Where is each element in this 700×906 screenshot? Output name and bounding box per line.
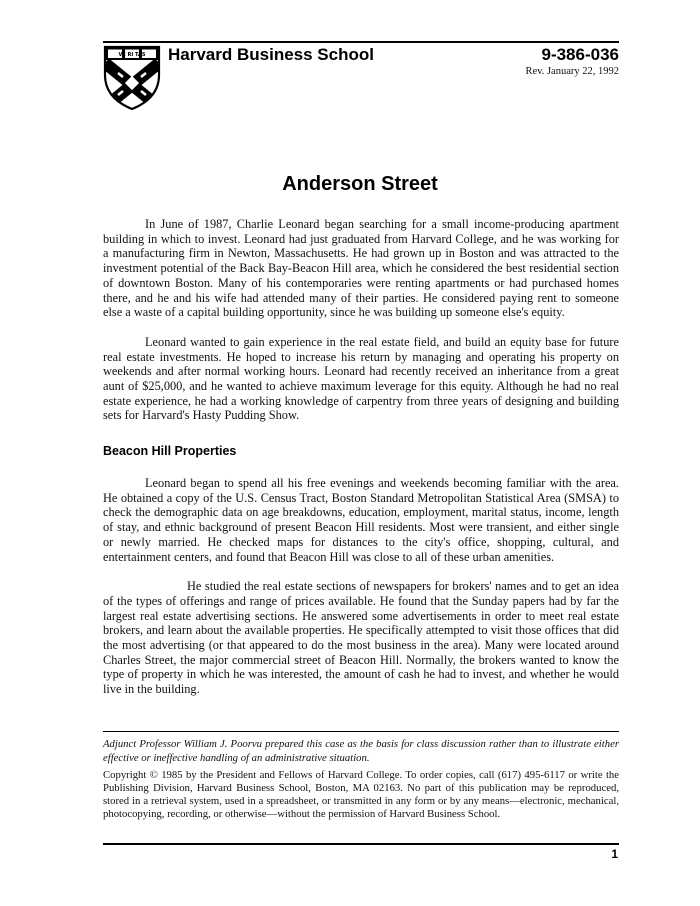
section-heading: Beacon Hill Properties	[103, 444, 237, 458]
paragraph: He studied the real estate sections of newspapers for brokers' names and to get an idea of the types of offerings and range of prices available. He found that the Sunday papers had by far the largest real estate advertising sections. He answered some advertisements in order to meet real estate brokers, and learn about the available properties. He specifically attempted to visit those offices that did the most advertising (or that appeared to do the most business in the area). Many were located around Charles Street, the major commercial street of Beacon Hill. Normally, the brokers wanted to know the type of property in which he was interested, the amount of cash he had to invest, and whether he would live in the building.	[103, 579, 619, 697]
paragraph: Leonard began to spend all his free evenings and weekends becoming familiar with the area. He obtained a copy of the U.S. Census Tract, Boston Standard Metropolitan Statistical Area (SMSA) to check the demographic data on age breakdowns, education, employment, marital status, income, length of stay, and ethnic background of present Beacon Hill residents. Most were transient, and either single or newly married. He checked maps for distances to the city's office, shopping, cultural, and entertainment centers, and found that Beacon Hill was close to all of these urban amenities.	[103, 476, 619, 564]
author-note: Adjunct Professor William J. Poorvu prepared this case as the basis for class discussion rather than to illustrate either effective or ineffective handling of an administrative situation.	[103, 738, 619, 764]
case-number: 9-386-036	[541, 45, 619, 64]
page-number: 1	[611, 847, 618, 861]
school-name: Harvard Business School	[168, 45, 374, 64]
footer-rule	[103, 731, 619, 732]
section-body	[103, 476, 619, 697]
copyright-notice: Copyright © 1985 by the President and Fellows of Harvard College. To order copies, call (617) 495-6117 or write the Publishing Division, Harvard Business School, Boston, MA 02163. No part of this publication may be reproduced, stored in a retrieval system, used in a spreadsheet, or transmitted in any form or by any means—electronic, mechanical, photocopying, recording, or otherwise—without the permission of Harvard Business School.	[103, 769, 619, 820]
harvard-shield-logo	[103, 45, 161, 111]
page-bottom-rule	[103, 843, 619, 845]
paragraph: In June of 1987, Charlie Leonard began searching for a small income-producing apartment building in which to invest. Leonard had just graduated from Harvard College, and he was working for a manufacturing firm in Newton, Massachusetts. He had grown up in Boston and was attracted to the investment potential of the Back Bay-Beacon Hill area, which he considered the best residential section of downtown Boston. Many of his contemporaries were renting apartments or had purchased homes there, and he and his wife had attended many of their parties. He considered paying rent to someone else a waste of a capital building opportunity, since he was building up someone else's equity.	[103, 217, 619, 320]
case-title: Anderson Street	[282, 173, 438, 195]
header-rule	[103, 41, 619, 43]
revision-date: Rev. January 22, 1992	[525, 66, 619, 77]
paragraph: Leonard wanted to gain experience in the real estate field, and build an equity base for future real estate investments. He hoped to increase his return by managing and operating his property on weekends and after normal working hours. Leonard had recently received an inheritance from a great aunt of $25,000, and he wanted to achieve maximum leverage for this equity. Although he had no real estate experience, he had a working knowledge of carpentry from three years of designing and building sets for Harvard's Hasty Pudding Show.	[103, 334, 619, 423]
logo-motto: VE RI TAS	[118, 52, 146, 58]
intro-body	[103, 217, 619, 423]
